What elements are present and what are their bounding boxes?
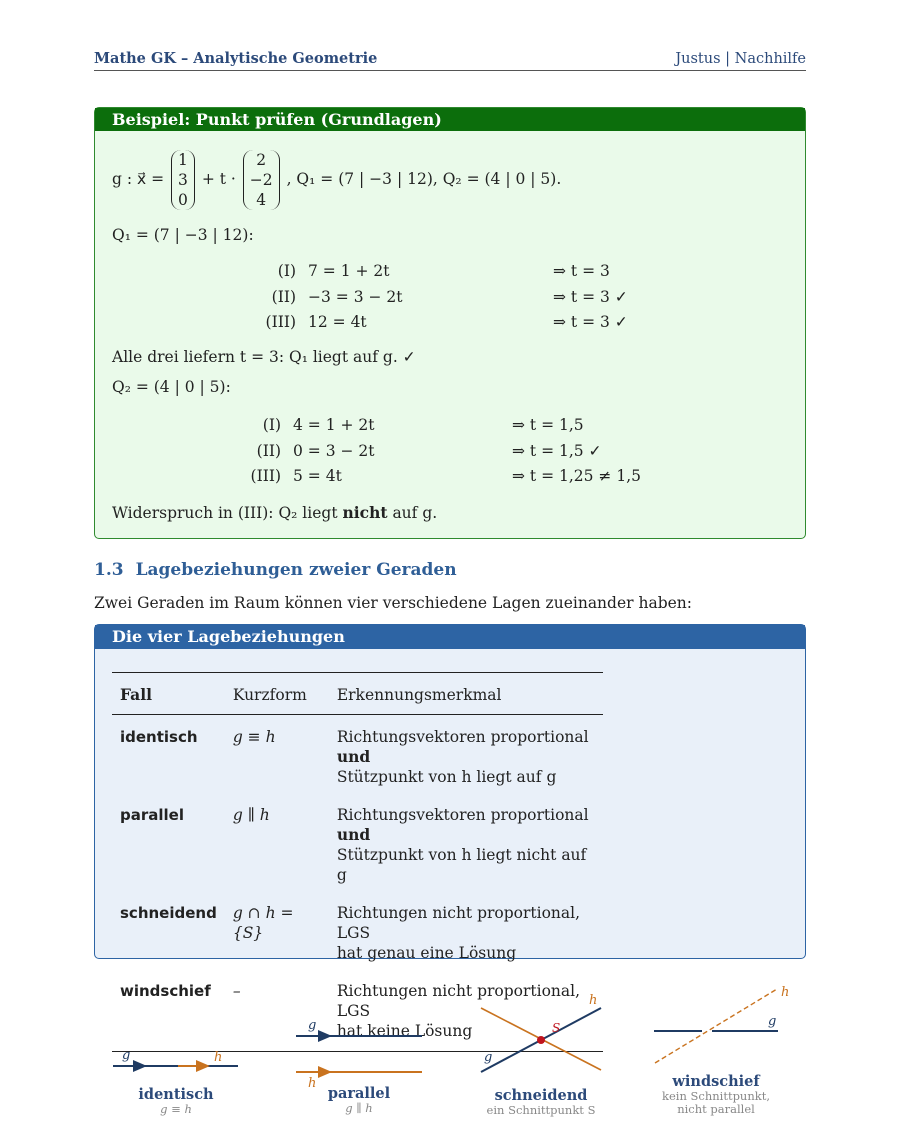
vec2-z: 4 [256,191,267,209]
cell-kurzform: – [225,969,329,1052]
cell-kurzform: g ∩ h = {S} [232,904,294,942]
parallel-label-g: g [308,1018,317,1033]
cell-fall: identisch [120,728,198,746]
merkmal-line1: Richtungsvektoren proportional [336,728,589,746]
merkmal-emphasis: und [336,747,371,766]
equation: 5 = 4t [293,467,342,485]
equation-row [95,260,795,282]
caption-schneidend [461,1087,621,1117]
schneidend-label-g: g [484,1050,493,1065]
cell-fall: schneidend [120,904,217,922]
example-title: Beispiel: Punkt prüfen (Grundlagen) [95,108,805,131]
q2-conclusion [112,503,437,522]
col-kurzform: Kurzform [225,673,329,715]
equation-label: (I) [262,416,281,434]
equation-row [95,311,795,333]
schneidend-label-h: h [589,993,598,1008]
schneidend-label-s: S [552,1021,561,1035]
caption-identisch [96,1086,256,1116]
lage-box [94,624,806,1040]
caption-windschief-name: windschief [672,1073,760,1090]
merkmal-line2: hat genau eine Lösung [336,944,517,962]
diagram-parallel [296,1018,422,1091]
vec2-x: 2 [256,151,267,169]
equation-result: ⇒ t = 1,5 [512,416,584,434]
section-title: Lagebeziehungen zweier Geraden [135,560,457,580]
q2-conclusion-text: Widerspruch in (III): Q₂ liegt [112,504,343,522]
cell-merkmal [329,891,603,969]
q2-heading: Q₂ = (4 | 0 | 5): [112,378,231,396]
equation-result: ⇒ t = 3 ✓ [553,313,628,331]
merkmal-line1: Richtungsvektoren proportional [336,806,589,824]
line-prefix: g : x⃗ = [112,170,165,188]
equation: 7 = 1 + 2t [308,262,390,280]
vec2-y: −2 [249,171,273,189]
plus-t: + t · [201,170,236,188]
equation: 12 = 4t [308,313,367,331]
caption-identisch-sub: g ≡ h [160,1102,192,1116]
windschief-label-g: g [768,1014,777,1029]
merkmal-line1: Richtungen nicht proportional, LGS [336,982,581,1020]
cell-merkmal [329,793,603,891]
identisch-label-h: h [214,1050,223,1065]
parallel-label-h: h [308,1076,317,1091]
caption-windschief-sub1: kein Schnittpunkt, [662,1089,770,1103]
identisch-label-g: g [122,1048,131,1063]
example-box [94,107,806,539]
equation-label: (III) [265,313,296,331]
header-course: Mathe GK – Analytische Geometrie [94,50,378,67]
q1-conclusion: Alle drei liefern t = 3: Q₁ liegt auf g. ✓ [112,348,416,366]
caption-windschief-sub2: nicht parallel [677,1102,755,1116]
merkmal-line1: Richtungen nicht proportional, LGS [336,904,581,942]
line-equation [112,150,561,210]
q2-conclusion-end: auf g. [387,504,438,522]
equation-result: ⇒ t = 3 [553,262,610,280]
diagram-windschief [654,985,789,1063]
table-row [112,715,603,794]
merkmal-emphasis: und [336,825,371,844]
page-header [94,50,806,71]
vec1-z: 0 [178,191,188,209]
table-header-row [112,673,603,715]
q1-heading: Q₁ = (7 | −3 | 12): [112,226,254,244]
support-vector [171,150,195,210]
section-intro: Zwei Geraden im Raum können vier verschiedene Lagen zueinander haben: [94,594,692,612]
cell-kurzform: g ∥ h [232,806,270,824]
test-points: , Q₁ = (7 | −3 | 12), Q₂ = (4 | 0 | 5). [286,170,562,188]
equation-row [95,440,795,462]
diagram-schneidend [481,993,601,1072]
merkmal-line2: Stützpunkt von h liegt auf g [336,768,557,786]
diagram-identisch [113,1048,238,1066]
cell-merkmal [329,715,603,794]
equation: −3 = 3 − 2t [308,287,403,306]
direction-vector [243,150,280,210]
caption-parallel [279,1085,439,1115]
section-heading [94,560,457,580]
vec1-x: 1 [178,151,188,169]
equation-result: ⇒ t = 1,5 ✓ [512,441,602,460]
caption-windschief [636,1073,796,1116]
table-row [112,891,603,969]
q2-conclusion-emphasis: nicht [342,503,388,522]
table-row [112,793,603,891]
cell-kurzform: g ≡ h [232,728,276,746]
schneidend-intersection-point [537,1036,545,1044]
header-author: Justus | Nachhilfe [675,51,806,67]
caption-parallel-sub: g ∥ h [345,1101,373,1115]
windschief-line-h [655,989,777,1063]
caption-identisch-name: identisch [138,1086,214,1103]
equation-label: (III) [250,467,281,485]
vec1-y: 3 [178,171,188,189]
lage-box-title: Die vier Lagebeziehungen [95,625,805,649]
equation-result: ⇒ t = 3 ✓ [553,287,628,306]
merkmal-line2: hat keine Lösung [336,1022,473,1040]
equation-label: (I) [277,262,296,280]
col-merkmal: Erkennungsmerkmal [329,673,603,715]
equation-label: (II) [271,287,296,306]
equation: 4 = 1 + 2t [293,416,375,434]
cell-fall: windschief [112,969,225,1052]
equation-row [95,414,795,436]
caption-schneidend-sub: ein Schnittpunkt S [486,1103,596,1117]
equation-label: (II) [256,441,281,460]
caption-parallel-name: parallel [327,1085,391,1102]
equation-result: ⇒ t = 1,25 ≠ 1,5 [512,467,641,485]
col-fall: Fall [112,673,225,715]
equation: 0 = 3 − 2t [293,441,375,460]
cell-fall: parallel [120,806,184,824]
caption-schneidend-name: schneidend [494,1087,588,1104]
section-number: 1.3 [94,560,124,580]
windschief-label-h: h [781,985,790,1000]
equation-row [95,286,795,308]
merkmal-line2: Stützpunkt von h liegt nicht auf g [336,846,587,884]
equation-row [95,465,795,487]
